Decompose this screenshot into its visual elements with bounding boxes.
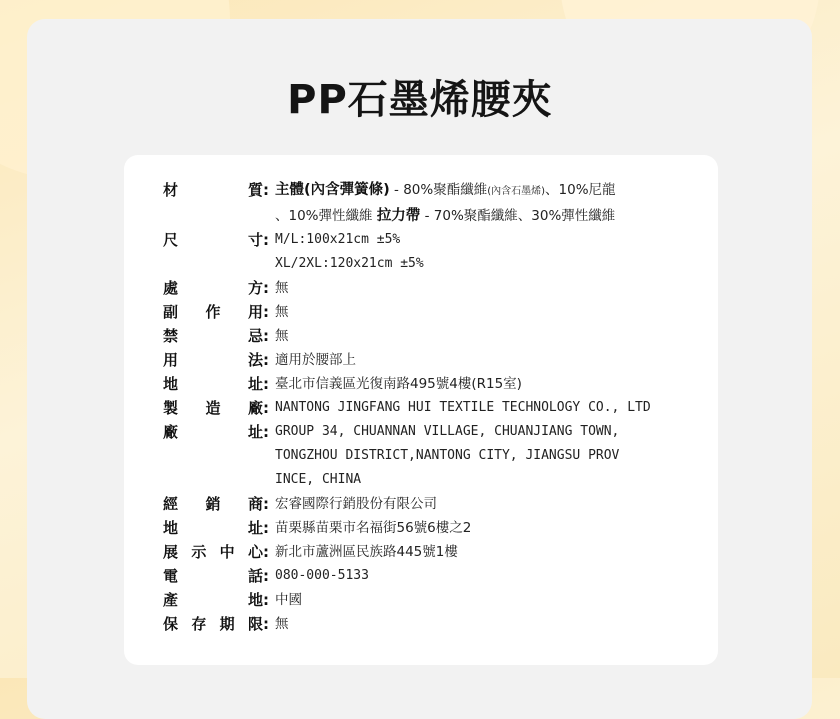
spec-label: 材 質 — [163, 181, 263, 199]
colon: : — [263, 327, 269, 345]
colon: : — [263, 231, 269, 249]
spec-value: 苗栗縣苗栗市名福街56號6樓之2 — [275, 520, 472, 536]
spec-label: 地 址 — [163, 375, 263, 393]
spec-table — [163, 178, 703, 636]
spec-row-showroom — [163, 540, 703, 564]
spec-row-material — [163, 178, 703, 228]
colon: : — [263, 615, 269, 633]
spec-value: 主體(內含彈簧條) - 80%聚酯纖維(內含石墨烯)、10%尼龍 、10%彈性纖維 拉力帶 - 70%聚酯纖維、30%彈性纖維 — [275, 182, 616, 224]
spec-value: 適用於腰部上 — [275, 352, 356, 368]
spec-label: 地 址 — [163, 519, 263, 537]
spec-row-address — [163, 372, 703, 396]
spec-value: M/L:100x21cm ±5% XL/2XL:120x21cm ±5% — [275, 232, 424, 271]
spec-row-usage — [163, 348, 703, 372]
spec-value: 臺北市信義區光復南路495號4樓(R15室) — [275, 376, 522, 392]
spec-label: 保 存 期 限 — [163, 615, 263, 633]
spec-value: 新北市蘆洲區民族路445號1樓 — [275, 544, 458, 560]
spec-value: 中國 — [275, 592, 302, 608]
spec-label: 處 方 — [163, 279, 263, 297]
colon: : — [263, 279, 269, 297]
colon: : — [263, 351, 269, 369]
spec-label: 經 銷 商 — [163, 495, 263, 513]
colon: : — [263, 567, 269, 585]
spec-row-prescription — [163, 276, 703, 300]
spec-label: 電 話 — [163, 567, 263, 585]
spec-label: 副 作 用 — [163, 303, 263, 321]
spec-label: 展 示 中 心 — [163, 543, 263, 561]
spec-label: 產 地 — [163, 591, 263, 609]
spec-row-size — [163, 228, 703, 276]
spec-label: 尺 寸 — [163, 231, 263, 249]
spec-value: GROUP 34, CHUANNAN VILLAGE, CHUANJIANG TOWN, TONGZHOU DISTRICT,NANTONG CITY, JIANGSU PROV INCE, CHINA — [275, 424, 620, 487]
colon: : — [263, 181, 269, 199]
colon: : — [263, 519, 269, 537]
spec-value: 無 — [275, 280, 289, 296]
spec-value: 080-000-5133 — [275, 568, 369, 583]
colon: : — [263, 423, 269, 441]
colon: : — [263, 375, 269, 393]
spec-row-phone — [163, 564, 703, 588]
spec-row-manufacturer — [163, 396, 703, 420]
spec-label: 用 法 — [163, 351, 263, 369]
spec-value: 無 — [275, 616, 289, 632]
spec-row-distributor — [163, 492, 703, 516]
page-title: PP石墨烯腰夾 — [287, 77, 553, 123]
colon: : — [263, 543, 269, 561]
spec-row-contraindications — [163, 324, 703, 348]
colon: : — [263, 495, 269, 513]
spec-row-origin — [163, 588, 703, 612]
spec-row-shelf-life — [163, 612, 703, 636]
spec-value: NANTONG JINGFANG HUI TEXTILE TECHNOLOGY CO., LTD — [275, 400, 651, 415]
spec-row-distributor-address — [163, 516, 703, 540]
spec-value: 宏睿國際行銷股份有限公司 — [275, 496, 437, 512]
spec-label: 廠 址 — [163, 423, 263, 441]
spec-value: 無 — [275, 304, 289, 320]
spec-row-side-effects — [163, 300, 703, 324]
spec-value: 無 — [275, 328, 289, 344]
colon: : — [263, 399, 269, 417]
colon: : — [263, 303, 269, 321]
spec-row-factory-address — [163, 420, 703, 492]
spec-label: 禁 忌 — [163, 327, 263, 345]
spec-label: 製 造 廠 — [163, 399, 263, 417]
colon: : — [263, 591, 269, 609]
